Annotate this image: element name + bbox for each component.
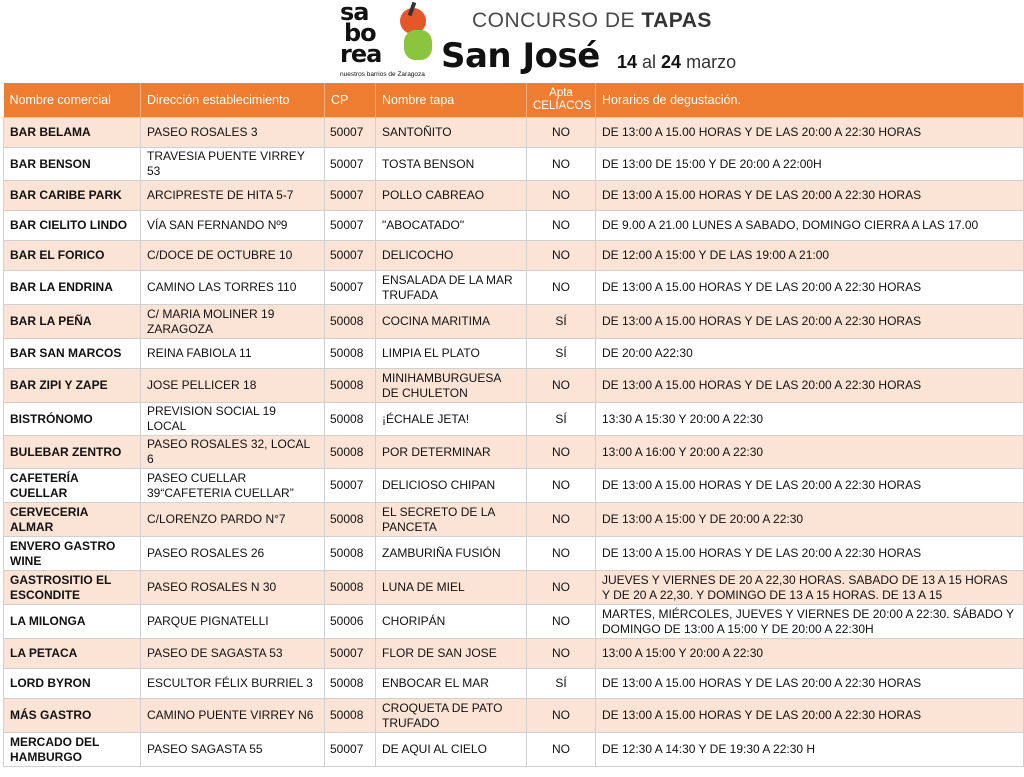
- cell-cp: 50008: [325, 669, 376, 699]
- table-row: [4, 436, 1024, 469]
- cell-direccion: VÍA SAN FERNANDO Nº9: [141, 211, 325, 241]
- cell-nombre: MÁS GASTRO: [4, 699, 141, 733]
- table-row: [4, 241, 1024, 271]
- cell-direccion: TRAVESIA PUENTE VIRREY 53: [141, 148, 325, 181]
- cell-direccion: CAMINO PUENTE VIRREY N6: [141, 699, 325, 733]
- logo-line-2: bo: [344, 19, 376, 47]
- table-row: [4, 571, 1024, 605]
- cell-tapa: CHORIPÁN: [376, 605, 527, 639]
- cell-horarios: 13:00 A 15:00 Y 20:00 A 22:30: [596, 639, 1024, 669]
- event-dates: [617, 52, 736, 73]
- cell-cp: 50008: [325, 537, 376, 571]
- cell-tapa: ¡ÉCHALE JETA!: [376, 403, 527, 436]
- cell-direccion: C/ MARIA MOLINER 19 ZARAGOZA: [141, 305, 325, 339]
- cell-nombre: BAR CARIBE PARK: [4, 181, 141, 211]
- col-header-tapa: Nombre tapa: [376, 83, 527, 118]
- cell-horarios: DE 13:00 A 15.00 HORAS Y DE LAS 20:00 A 22:30 HORAS: [596, 669, 1024, 699]
- cell-horarios: DE 13:00 A 15.00 HORAS Y DE LAS 20:00 A 22:30 HORAS: [596, 469, 1024, 503]
- cell-horarios: DE 13:00 A 15.00 HORAS Y DE LAS 20:00 A 22:30 HORAS: [596, 118, 1024, 148]
- cell-tapa: ENBOCAR EL MAR: [376, 669, 527, 699]
- cell-horarios: DE 13:00 A 15:00 Y DE 20:00 A 22:30: [596, 503, 1024, 537]
- contest-label: [472, 9, 712, 33]
- cell-tapa: FLOR DE SAN JOSE: [376, 639, 527, 669]
- cell-cp: 50007: [325, 733, 376, 767]
- cell-tapa: "ABOCATADO": [376, 211, 527, 241]
- col-header-horarios: Horarios de degustación.: [596, 83, 1024, 118]
- cell-apta: NO: [527, 271, 596, 305]
- cell-apta: SÍ: [527, 403, 596, 436]
- table-row: [4, 339, 1024, 369]
- cell-cp: 50007: [325, 211, 376, 241]
- logo-line-3: rea: [340, 40, 382, 68]
- cell-tapa: TOSTA BENSON: [376, 148, 527, 181]
- cell-horarios: DE 12:00 A 15:00 Y DE LAS 19:00 A 21:00: [596, 241, 1024, 271]
- col-header-apta: [527, 83, 596, 118]
- cell-tapa: ZAMBURIÑA FUSIÓN: [376, 537, 527, 571]
- cell-apta: NO: [527, 211, 596, 241]
- cell-cp: 50008: [325, 339, 376, 369]
- page-header: [0, 0, 1024, 82]
- date-month: marzo: [681, 52, 737, 72]
- contest-prefix: CONCURSO DE: [472, 9, 642, 32]
- cell-cp: 50007: [325, 639, 376, 669]
- cell-apta: SÍ: [527, 339, 596, 369]
- cell-tapa: DELICIOSO CHIPAN: [376, 469, 527, 503]
- cell-apta: NO: [527, 469, 596, 503]
- cell-tapa: SANTOÑITO: [376, 118, 527, 148]
- cell-direccion: CAMINO LAS TORRES 110: [141, 271, 325, 305]
- table-row: [4, 403, 1024, 436]
- cell-direccion: PASEO DE SAGASTA 53: [141, 639, 325, 669]
- cell-direccion: C/LORENZO PARDO N°7: [141, 503, 325, 537]
- cell-nombre: BULEBAR ZENTRO: [4, 436, 141, 469]
- cell-nombre: LA MILONGA: [4, 605, 141, 639]
- col-header-cp: CP: [325, 83, 376, 118]
- cell-tapa: POLLO CABREAO: [376, 181, 527, 211]
- date-start: 14: [617, 52, 638, 72]
- cell-cp: 50007: [325, 469, 376, 503]
- cell-tapa: DELICOCHO: [376, 241, 527, 271]
- cell-apta: NO: [527, 571, 596, 605]
- cell-apta: NO: [527, 733, 596, 767]
- cell-cp: 50008: [325, 436, 376, 469]
- cell-apta: NO: [527, 241, 596, 271]
- cell-horarios: DE 20:00 A22:30: [596, 339, 1024, 369]
- page-title: San José: [441, 36, 600, 76]
- table-body: [4, 118, 1024, 767]
- cell-direccion: PASEO ROSALES N 30: [141, 571, 325, 605]
- cell-tapa: LUNA DE MIEL: [376, 571, 527, 605]
- cell-cp: 50007: [325, 118, 376, 148]
- cell-tapa: CROQUETA DE PATO TRUFADO: [376, 699, 527, 733]
- apta-line-1: Apta: [549, 87, 573, 99]
- cell-horarios: 13:00 A 16:00 Y 20:00 A 22:30: [596, 436, 1024, 469]
- cell-horarios: DE 13:00 DE 15:00 Y DE 20:00 A 22:00H: [596, 148, 1024, 181]
- cell-cp: 50008: [325, 571, 376, 605]
- cell-direccion: PREVISION SOCIAL 19 LOCAL: [141, 403, 325, 436]
- cell-cp: 50008: [325, 369, 376, 403]
- cell-apta: NO: [527, 181, 596, 211]
- cell-cp: 50008: [325, 699, 376, 733]
- apta-line-2: CELÍACOS: [533, 100, 592, 112]
- cell-nombre: LORD BYRON: [4, 669, 141, 699]
- cell-horarios: DE 13:00 A 15.00 HORAS Y DE LAS 20:00 A 22:30 HORAS: [596, 369, 1024, 403]
- cell-direccion: JOSE PELLICER 18: [141, 369, 325, 403]
- table-row: [4, 537, 1024, 571]
- logo-subtitle: nuestros barrios de Zaragoza: [340, 71, 425, 78]
- cell-nombre: BAR ZIPI Y ZAPE: [4, 369, 141, 403]
- cell-apta: NO: [527, 503, 596, 537]
- table-row: [4, 148, 1024, 181]
- cell-cp: 50007: [325, 241, 376, 271]
- cell-nombre: BAR CIELITO LINDO: [4, 211, 141, 241]
- cell-nombre: MERCADO DEL HAMBURGO: [4, 733, 141, 767]
- cell-direccion: PASEO ROSALES 3: [141, 118, 325, 148]
- cell-apta: NO: [527, 118, 596, 148]
- cell-tapa: LIMPIA EL PLATO: [376, 339, 527, 369]
- cell-cp: 50008: [325, 305, 376, 339]
- cell-horarios: DE 13:00 A 15.00 HORAS Y DE LAS 20:00 A 22:30 HORAS: [596, 537, 1024, 571]
- cell-tapa: MINIHAMBURGUESA DE CHULETON: [376, 369, 527, 403]
- logo-line-1: sa: [340, 0, 369, 26]
- col-header-direccion: Dirección establecimiento: [141, 83, 325, 118]
- cell-apta: NO: [527, 148, 596, 181]
- cell-apta: SÍ: [527, 305, 596, 339]
- cell-tapa: DE AQUI AL CIELO: [376, 733, 527, 767]
- table-row: [4, 733, 1024, 767]
- cell-cp: 50006: [325, 605, 376, 639]
- cell-nombre: ENVERO GASTRO WINE: [4, 537, 141, 571]
- cell-nombre: GASTROSITIO EL ESCONDITE: [4, 571, 141, 605]
- date-mid: al: [637, 52, 662, 72]
- cell-horarios: JUEVES Y VIERNES DE 20 A 22,30 HORAS. SABADO DE 13 A 15 HORAS Y DE 20 A 22,30. Y DOMINGO DE 13 A 15 HORAS. DE 13 A 15: [596, 571, 1024, 605]
- table-row: [4, 639, 1024, 669]
- cell-apta: NO: [527, 537, 596, 571]
- cell-apta: NO: [527, 436, 596, 469]
- cell-apta: NO: [527, 699, 596, 733]
- cell-nombre: BAR EL FORICO: [4, 241, 141, 271]
- cell-direccion: ESCULTOR FÉLIX BURRIEL 3: [141, 669, 325, 699]
- cell-horarios: DE 13:00 A 15.00 HORAS Y DE LAS 20:00 A 22:30 HORAS: [596, 181, 1024, 211]
- cell-apta: NO: [527, 639, 596, 669]
- cell-apta: NO: [527, 605, 596, 639]
- cell-direccion: C/DOCE DE OCTUBRE 10: [141, 241, 325, 271]
- cell-tapa: ENSALADA DE LA MAR TRUFADA: [376, 271, 527, 305]
- table-row: [4, 369, 1024, 403]
- cell-nombre: BAR LA PEÑA: [4, 305, 141, 339]
- table-row: [4, 699, 1024, 733]
- cell-direccion: ARCIPRESTE DE HITA 5-7: [141, 181, 325, 211]
- cell-tapa: COCINA MARITIMA: [376, 305, 527, 339]
- cell-direccion: PARQUE PIGNATELLI: [141, 605, 325, 639]
- cell-nombre: BAR SAN MARCOS: [4, 339, 141, 369]
- green-logo-mark: [404, 30, 432, 60]
- cell-apta: SÍ: [527, 669, 596, 699]
- cell-horarios: MARTES, MIÉRCOLES, JUEVES Y VIERNES DE 20:00 A 22:30. SÁBADO Y DOMINGO DE 13:00 A 15:00 Y DE 20:00 A 22:30H: [596, 605, 1024, 639]
- table-row: [4, 503, 1024, 537]
- cell-nombre: BAR BENSON: [4, 148, 141, 181]
- saborea-logo: [340, 2, 436, 82]
- cell-nombre: CAFETERÍA CUELLAR: [4, 469, 141, 503]
- table-row: [4, 181, 1024, 211]
- cell-nombre: BAR LA ENDRINA: [4, 271, 141, 305]
- table-row: [4, 118, 1024, 148]
- cell-nombre: BAR BELAMA: [4, 118, 141, 148]
- cell-horarios: DE 13:00 A 15.00 HORAS Y DE LAS 20:00 A 22:30 HORAS: [596, 305, 1024, 339]
- table-row: [4, 605, 1024, 639]
- cell-direccion: REINA FABIOLA 11: [141, 339, 325, 369]
- cell-nombre: BISTRÓNOMO: [4, 403, 141, 436]
- cell-cp: 50007: [325, 181, 376, 211]
- cell-direccion: PASEO CUELLAR 39“CAFETERIA CUELLAR”: [141, 469, 325, 503]
- logo-wordmark: [340, 0, 382, 68]
- table-row: [4, 469, 1024, 503]
- cell-horarios: DE 13:00 A 15.00 HORAS Y DE LAS 20:00 A 22:30 HORAS: [596, 699, 1024, 733]
- cell-tapa: POR DETERMINAR: [376, 436, 527, 469]
- table-row: [4, 305, 1024, 339]
- cell-direccion: PASEO ROSALES 26: [141, 537, 325, 571]
- cell-cp: 50008: [325, 503, 376, 537]
- table-row: [4, 211, 1024, 241]
- cell-cp: 50008: [325, 403, 376, 436]
- table-row: [4, 271, 1024, 305]
- cell-horarios: DE 12:30 A 14:30 Y DE 19:30 A 22:30 H: [596, 733, 1024, 767]
- cell-tapa: EL SECRETO DE LA PANCETA: [376, 503, 527, 537]
- cell-nombre: LA PETACA: [4, 639, 141, 669]
- cell-cp: 50007: [325, 148, 376, 181]
- cell-nombre: CERVECERIA ALMAR: [4, 503, 141, 537]
- cell-horarios: 13:30 A 15:30 Y 20:00 A 22:30: [596, 403, 1024, 436]
- cell-direccion: PASEO SAGASTA 55: [141, 733, 325, 767]
- col-header-nombre: Nombre comercial: [4, 83, 141, 118]
- cell-apta: NO: [527, 369, 596, 403]
- cell-direccion: PASEO ROSALES 32, LOCAL 6: [141, 436, 325, 469]
- date-end: 24: [661, 52, 682, 72]
- tapas-table: [3, 83, 1024, 767]
- table-header-row: [4, 83, 1024, 118]
- cell-horarios: DE 9.00 A 21.00 LUNES A SABADO, DOMINGO CIERRA A LAS 17.00: [596, 211, 1024, 241]
- contest-bold: TAPAS: [641, 9, 712, 32]
- cell-horarios: DE 13:00 A 15.00 HORAS Y DE LAS 20:00 A 22:30 HORAS: [596, 271, 1024, 305]
- cell-cp: 50007: [325, 271, 376, 305]
- table-row: [4, 669, 1024, 699]
